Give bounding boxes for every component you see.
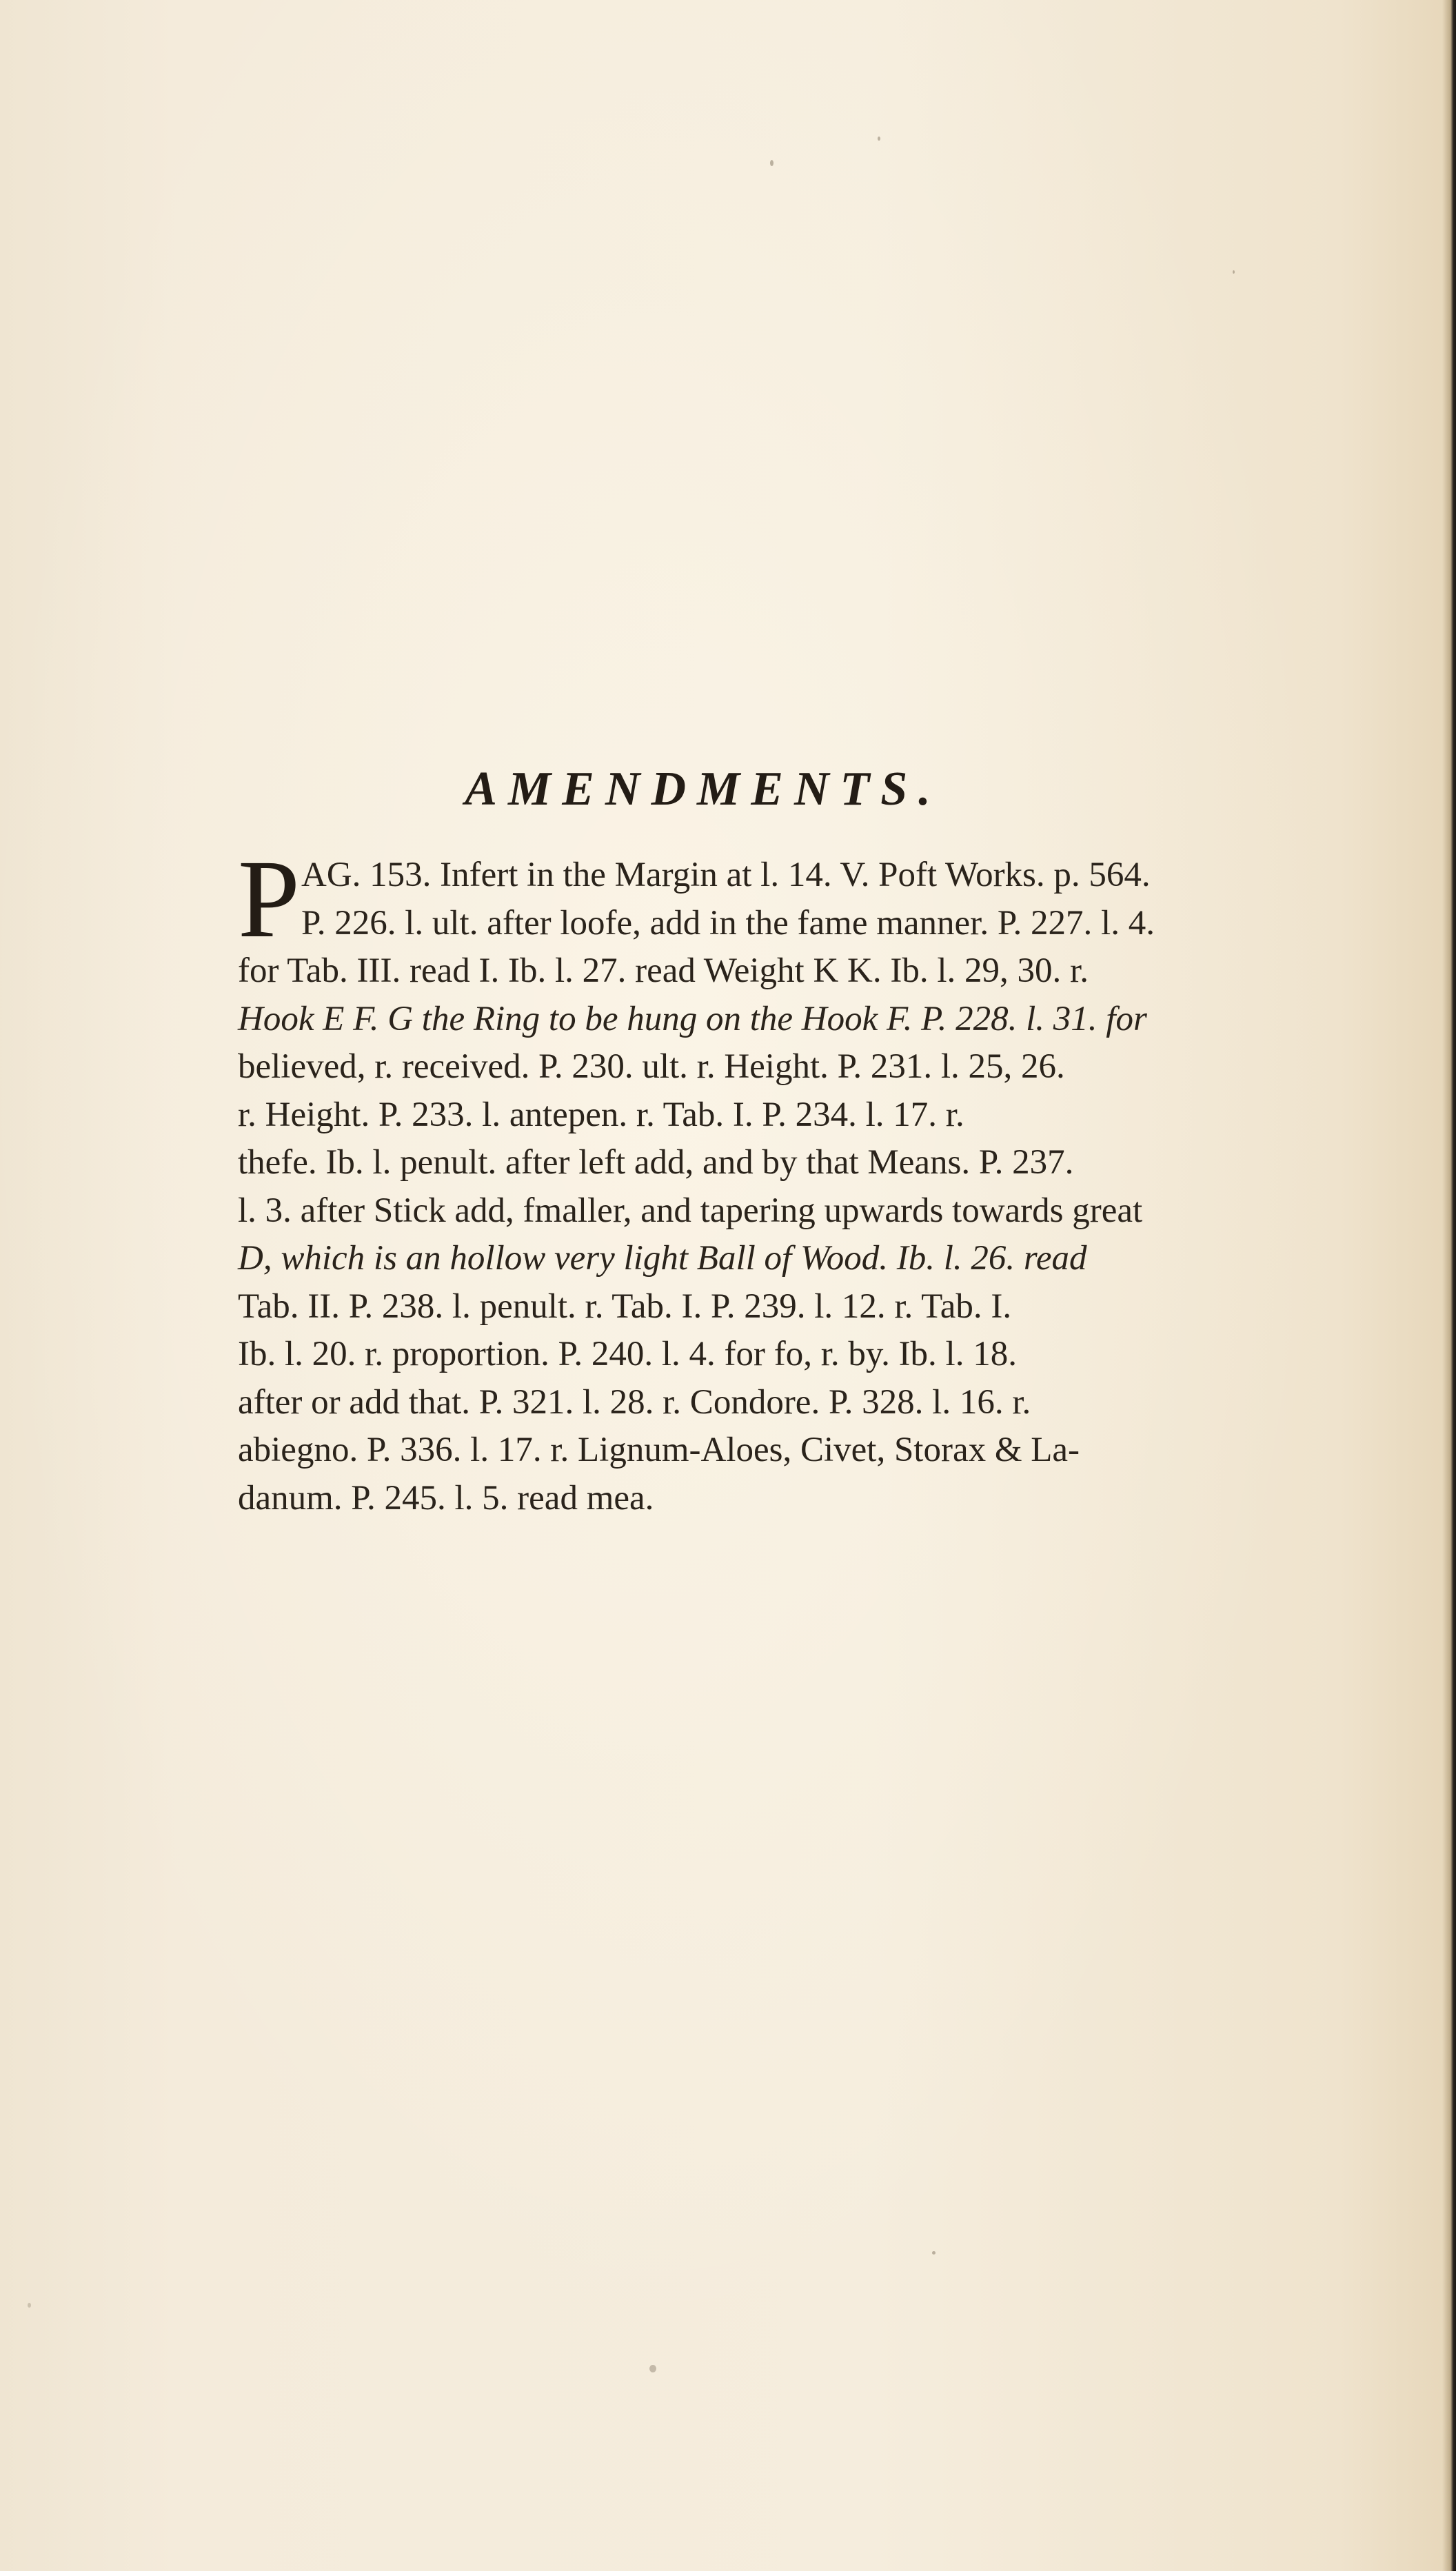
text-line: abiegno. P. 336. l. 17. r. Lignum-Aloes, Civet, Storax & La- [238, 1431, 1080, 1469]
paper-fleck [649, 2365, 656, 2372]
text-line: l. 3. after Stick add, fmaller, and tapering upwards towards great [238, 1191, 1143, 1230]
drop-cap: P [238, 838, 301, 961]
paper-fleck [878, 137, 880, 141]
text-line: Hook E F. G the Ring to be hung on the Hook F. P. 228. l. 31. for [238, 999, 1147, 1038]
text-line: after or add that. P. 321. l. 28. r. Condore. P. 328. l. 16. r. [238, 1382, 1031, 1422]
text-line: AG. 153. Infert in the Margin at l. 14. V. Poft Works. p. 564. [301, 856, 1151, 894]
paper-fleck [932, 2251, 936, 2255]
text-line: Ib. l. 20. r. proportion. P. 240. l. 4. for fo, r. by. Ib. l. 18. [238, 1335, 1017, 1373]
text-line: Tab. II. P. 238. l. penult. r. Tab. I. P. 239. l. 12. r. Tab. I. [238, 1287, 1012, 1326]
page-title: AMENDMENTS. [465, 763, 942, 816]
paper-fleck [1233, 270, 1235, 274]
text-line: believed, r. received. P. 230. ult. r. Height. P. 231. l. 25, 26. [238, 1047, 1065, 1086]
text-line: thefe. Ib. l. penult. after left add, and by that Means. P. 237. [238, 1143, 1074, 1182]
paper-fleck [28, 2303, 31, 2308]
page-edge [1442, 0, 1456, 2571]
amendments-paragraph [238, 838, 1417, 1522]
text-line: danum. P. 245. l. 5. read mea. [238, 1478, 654, 1518]
paper-fleck [770, 160, 774, 166]
text-line: for Tab. III. read I. Ib. l. 27. read Weight K K. Ib. l. 29, 30. r. [238, 951, 1089, 990]
text-line: r. Height. P. 233. l. antepen. r. Tab. I. P. 234. l. 17. r. [238, 1095, 964, 1134]
text-line: P. 226. l. ult. after loofe, add in the fame manner. P. 227. l. 4. [301, 903, 1155, 942]
text-line: D, which is an hollow very light Ball of Wood. Ib. l. 26. read [238, 1239, 1087, 1278]
